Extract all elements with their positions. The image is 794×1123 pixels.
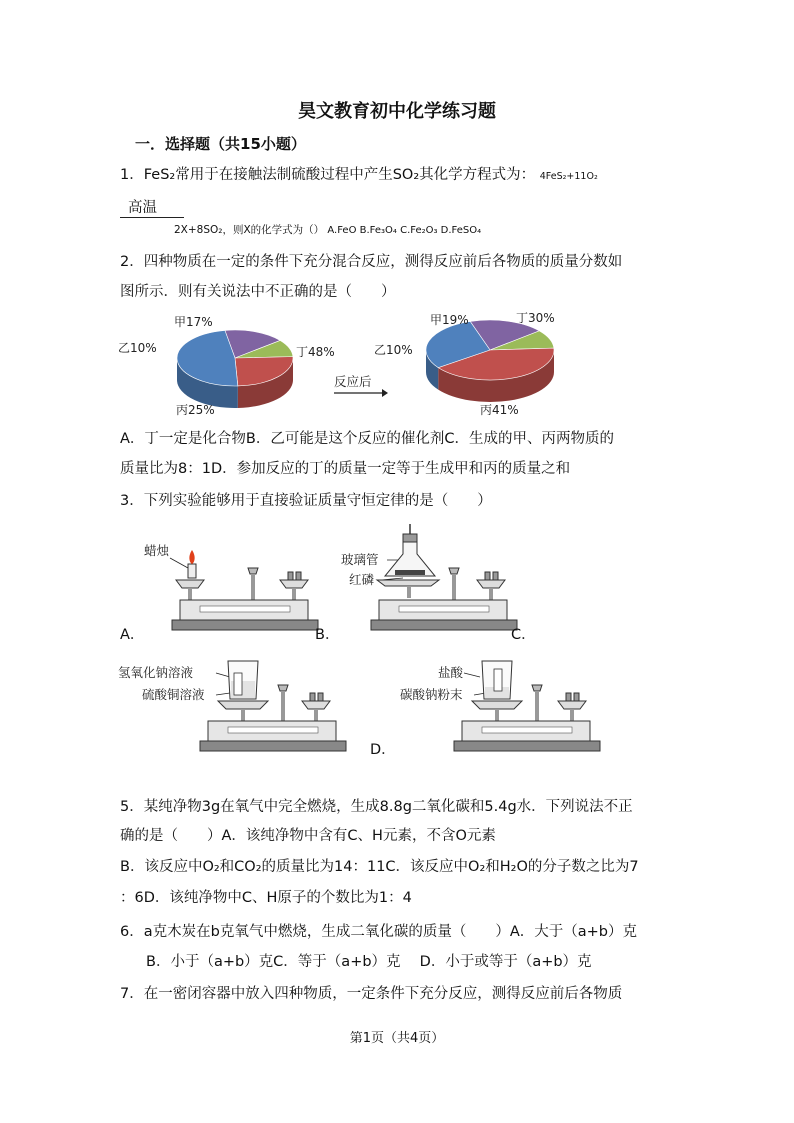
pie-label-乙: 乙10% <box>374 343 413 357</box>
pie-label-丁: 丁48% <box>296 345 335 359</box>
option-c-label: C． <box>511 627 536 643</box>
pie-label-丙: 丙25% <box>176 403 215 417</box>
pie-label-甲: 甲17% <box>174 315 213 329</box>
pie-label-丙: 丙41% <box>480 403 519 417</box>
q2-line3: A．丁一定是化合物B．乙可能是这个反应的催化剂C．生成的甲、丙两物质的 <box>120 431 614 447</box>
label-cuso4: 硫酸铜溶液 <box>142 687 205 702</box>
page-footer: 第1页（共4页） <box>349 1031 445 1046</box>
q1-equation-right: 2X+8SO₂，则X的化学式为（） <box>174 224 325 236</box>
q1-text: 1．FeS₂常用于在接触法制硫酸过程中产生SO₂其化学方程式为： <box>120 167 536 183</box>
label-phosphorus: 红磷 <box>349 572 375 587</box>
q1-condition: 高温 <box>120 196 184 218</box>
q2-line4: 质量比为8：1D．参加反应的丁的质量一定等于生成甲和丙的质量之和 <box>120 461 571 477</box>
option-d-label: D． <box>370 742 396 758</box>
arrow-label: 反应后 <box>334 374 372 389</box>
label-naoh: 氢氧化钠溶液 <box>118 665 194 680</box>
q1-equation-left: 4FeS₂+11O₂ <box>539 171 598 182</box>
q2-line1: 2．四种物质在一定的条件下充分混合反应，测得反应前后各物质的质量分数如 <box>120 254 623 270</box>
reaction-arrow <box>332 375 392 399</box>
apparatus-c <box>118 655 348 755</box>
question-1 <box>120 165 598 187</box>
apparatus-b <box>335 520 525 640</box>
q6-line2: B．小于（a+b）克C．等于（a+b）克 D．小于或等于（a+b）克 <box>146 954 592 970</box>
apparatus-d <box>398 655 618 755</box>
q1-options: A.FeO B.Fe₃O₄ C.Fe₂O₃ D.FeSO₄ <box>327 225 482 236</box>
pie-label-乙: 乙10% <box>118 341 157 355</box>
q6-line1: 6．a克木炭在b克氧气中燃烧，生成二氧化碳的质量（ ）A．大于（a+b）克 <box>120 924 637 940</box>
q5-line1: 5．某纯净物3g在氧气中完全燃烧，生成8.8g二氧化碳和5.4g水．下列说法不正 <box>120 799 633 815</box>
label-hcl: 盐酸 <box>438 665 464 680</box>
page-title: 昊文教育初中化学练习题 <box>298 101 496 122</box>
option-a-label: A． <box>120 627 145 643</box>
pie-label-丁: 丁30% <box>516 311 555 325</box>
q2-line2: 图所示．则有关说法中不正确的是（ ） <box>120 284 396 300</box>
balance-c <box>200 685 346 751</box>
pie-label-甲: 甲19% <box>430 313 469 327</box>
label-tube: 玻璃管 <box>341 552 379 567</box>
label-na2co3: 碳酸钠粉末 <box>400 687 463 702</box>
q3-line1: 3．下列实验能够用于直接验证质量守恒定律的是（ ） <box>120 493 492 509</box>
q5-line4: ：6D．该纯净物中C、H原子的个数比为1：4 <box>120 890 412 906</box>
section-heading: 一．选择题（共15小题） <box>135 135 306 153</box>
q7-line1: 7．在一密闭容器中放入四种物质，一定条件下充分反应，测得反应前后各物质 <box>120 986 623 1002</box>
balance-b <box>371 568 517 630</box>
apparatus-a <box>140 540 330 640</box>
pie-chart-before <box>110 310 350 420</box>
q5-line2: 确的是（ ）A．该纯净物中含有C、H元素，不含O元素 <box>120 828 496 844</box>
q1-line2 <box>174 222 481 237</box>
q5-line3: B．该反应中O₂和CO₂的质量比为14：11C．该反应中O₂和H₂O的分子数之比为7 <box>120 859 639 875</box>
option-b-label: B． <box>315 627 340 643</box>
pie-chart-after <box>368 308 588 420</box>
label-candle: 蜡烛 <box>144 543 170 558</box>
